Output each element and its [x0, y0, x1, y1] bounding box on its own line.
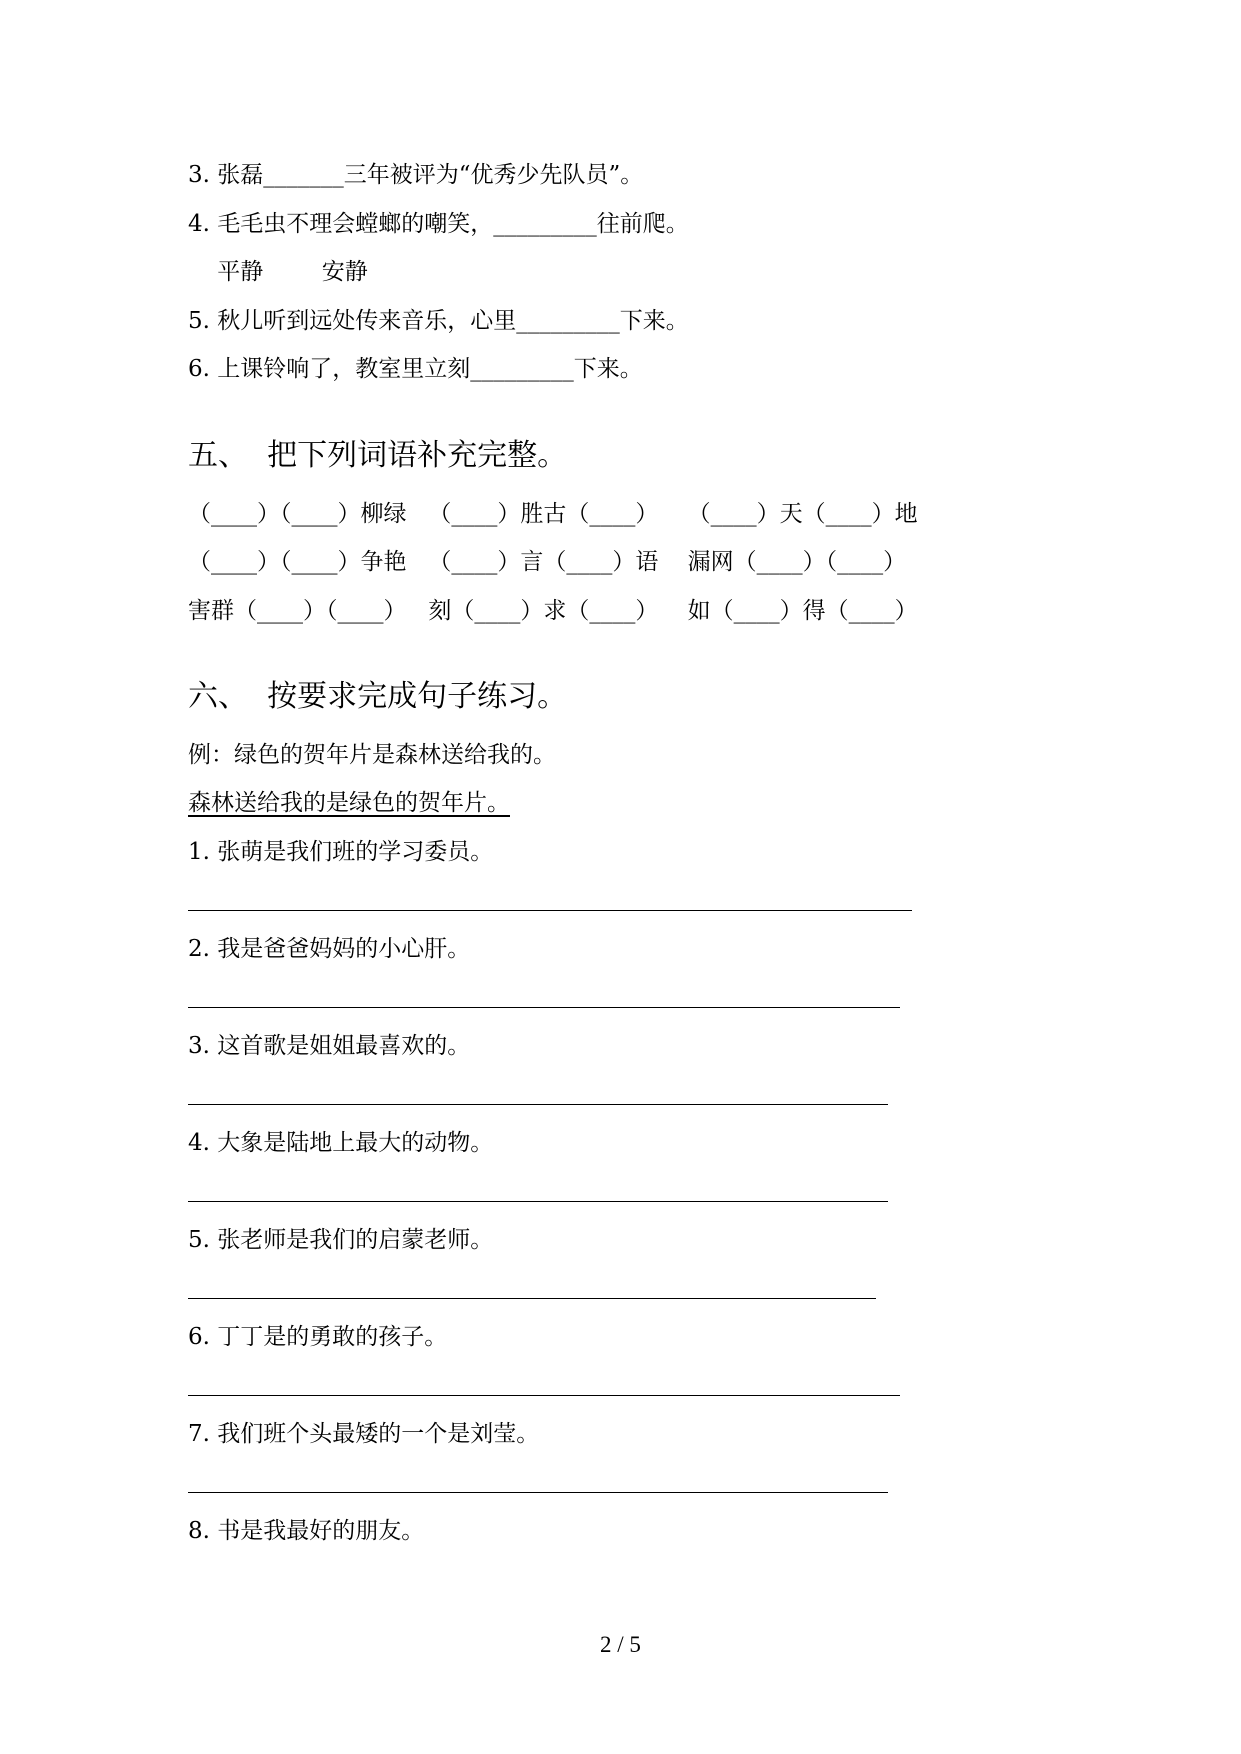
- idiom-row-3: 害群（____）（____） 刻（____）求（____） 如（____）得（____）: [188, 598, 918, 624]
- question-3: 3. 这首歌是姐姐最喜欢的。: [188, 1033, 471, 1059]
- fill-blank-item-3: 3. 张磊_______三年被评为“优秀少先队员”。: [188, 162, 644, 188]
- question-5: 5. 张老师是我们的启蒙老师。: [188, 1227, 494, 1253]
- question-7: 7. 我们班个头最矮的一个是刘莹。: [188, 1421, 540, 1447]
- question-6: 6. 丁丁是的勇敢的孩子。: [188, 1324, 448, 1350]
- answer-line-1[interactable]: [188, 910, 912, 911]
- fill-blank-item-6: 6. 上课铃响了，教室里立刻_________下来。: [188, 356, 643, 382]
- question-2: 2. 我是爸爸妈妈的小心肝。: [188, 936, 471, 962]
- section-5-heading: 五、 把下列词语补充完整。: [188, 438, 568, 473]
- answer-line-3[interactable]: [188, 1104, 888, 1105]
- example-answer: 森林送给我的是绿色的贺年片。: [188, 790, 510, 816]
- answer-line-4[interactable]: [188, 1201, 888, 1202]
- word-choice-options: 平静 安静: [188, 259, 368, 285]
- fill-blank-item-4: 4. 毛毛虫不理会螳螂的嘲笑，_________往前爬。: [188, 211, 689, 237]
- question-4: 4. 大象是陆地上最大的动物。: [188, 1130, 494, 1156]
- answer-line-2[interactable]: [188, 1007, 900, 1008]
- answer-line-6[interactable]: [188, 1395, 900, 1396]
- page-number: 2 / 5: [600, 1632, 641, 1657]
- question-8: 8. 书是我最好的朋友。: [188, 1518, 425, 1544]
- example-sentence: 例：绿色的贺年片是森林送给我的。: [188, 742, 556, 768]
- section-6-heading: 六、 按要求完成句子练习。: [188, 679, 568, 714]
- fill-blank-item-5: 5. 秋儿听到远处传来音乐，心里_________下来。: [188, 308, 689, 334]
- answer-line-7[interactable]: [188, 1492, 888, 1493]
- idiom-row-2: （____）（____）争艳 （____）言（____）语 漏网（____）（____）: [188, 549, 907, 575]
- question-1: 1. 张萌是我们班的学习委员。: [188, 839, 494, 865]
- answer-line-5[interactable]: [188, 1298, 876, 1299]
- idiom-row-1: （____）（____）柳绿 （____）胜古（____） （____）天（____）地: [188, 501, 918, 527]
